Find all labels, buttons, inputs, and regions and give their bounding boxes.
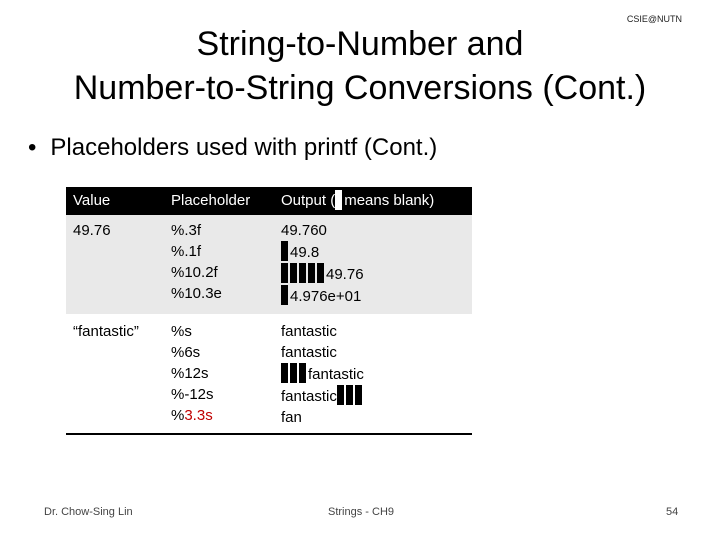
header-value: Value (66, 187, 167, 215)
output-text: 4.976e+01 (290, 288, 362, 305)
blank-space-icon (337, 385, 344, 405)
placeholder-table (66, 187, 472, 435)
slide-title (0, 22, 720, 110)
blank-space-icon (317, 263, 324, 283)
output-cell (281, 342, 468, 363)
output-text: fan (281, 409, 302, 426)
footer-page-number: 54 (666, 506, 679, 518)
blank-space-icon (355, 385, 362, 405)
blank-space-icon (346, 385, 353, 405)
header-output-text: Output ( (281, 192, 336, 209)
title-line-1: String-to-Number and (196, 25, 524, 63)
output-text: fantastic (308, 366, 364, 383)
header-output-note: means blank) (344, 192, 435, 209)
output-cell (281, 407, 468, 428)
blank-space-icon (281, 285, 288, 305)
table-row (66, 314, 472, 434)
table-row (66, 215, 472, 314)
footer-chapter: Strings - CH9 (328, 506, 395, 518)
output-cell (281, 363, 468, 385)
placeholder-cell: %s (171, 323, 192, 340)
bullet-point (28, 134, 437, 162)
blank-space-icon (281, 363, 288, 383)
blank-space-icon (299, 263, 306, 283)
output-text: 49.76 (326, 266, 364, 283)
table-header-row (66, 187, 472, 215)
row-outputs (277, 215, 472, 314)
output-cell (281, 385, 468, 407)
blank-space-icon (290, 363, 297, 383)
output-text: 49.760 (281, 222, 327, 239)
output-text: fantastic (281, 344, 337, 361)
title-line-2: Number-to-String Conversions (Cont.) (73, 69, 647, 107)
blank-space-icon (281, 241, 288, 261)
blank-legend-icon (335, 190, 342, 210)
header-tag: CSIE@NUTN (626, 14, 682, 24)
row-placeholders (167, 215, 277, 314)
bullet-text: Placeholders used with printf (Cont.) (50, 134, 438, 161)
blank-space-icon (281, 263, 288, 283)
footer-author: Dr. Chow-Sing Lin (44, 506, 133, 518)
placeholder-cell: %.1f (171, 243, 202, 260)
output-cell (281, 321, 468, 342)
output-text: fantastic (281, 323, 337, 340)
placeholder-cell (171, 405, 277, 426)
placeholder-cell: %.3f (171, 222, 202, 239)
output-text: fantastic (281, 388, 337, 405)
header-placeholder: Placeholder (167, 187, 277, 215)
row-value: “fantastic” (66, 314, 167, 434)
output-cell (281, 220, 468, 241)
placeholder-cell: %6s (171, 344, 201, 361)
row-placeholders (167, 314, 277, 434)
row-outputs (277, 314, 472, 434)
placeholder-cell: %12s (171, 365, 209, 382)
blank-space-icon (299, 363, 306, 383)
row-value: 49.76 (66, 215, 167, 314)
output-cell (281, 263, 468, 285)
placeholder-cell: %10.3e (171, 285, 222, 302)
blank-space-icon (290, 263, 297, 283)
blank-space-icon (308, 263, 315, 283)
placeholder-cell: %-12s (171, 386, 214, 403)
bullet-icon: • (28, 134, 37, 161)
placeholder-prefix: % (171, 407, 185, 424)
output-text: 49.8 (290, 244, 320, 261)
placeholder-cell: %10.2f (171, 264, 218, 281)
output-cell (281, 241, 468, 263)
output-cell (281, 285, 468, 307)
placeholder-highlight: 3.3s (184, 407, 213, 424)
header-output (277, 187, 472, 215)
